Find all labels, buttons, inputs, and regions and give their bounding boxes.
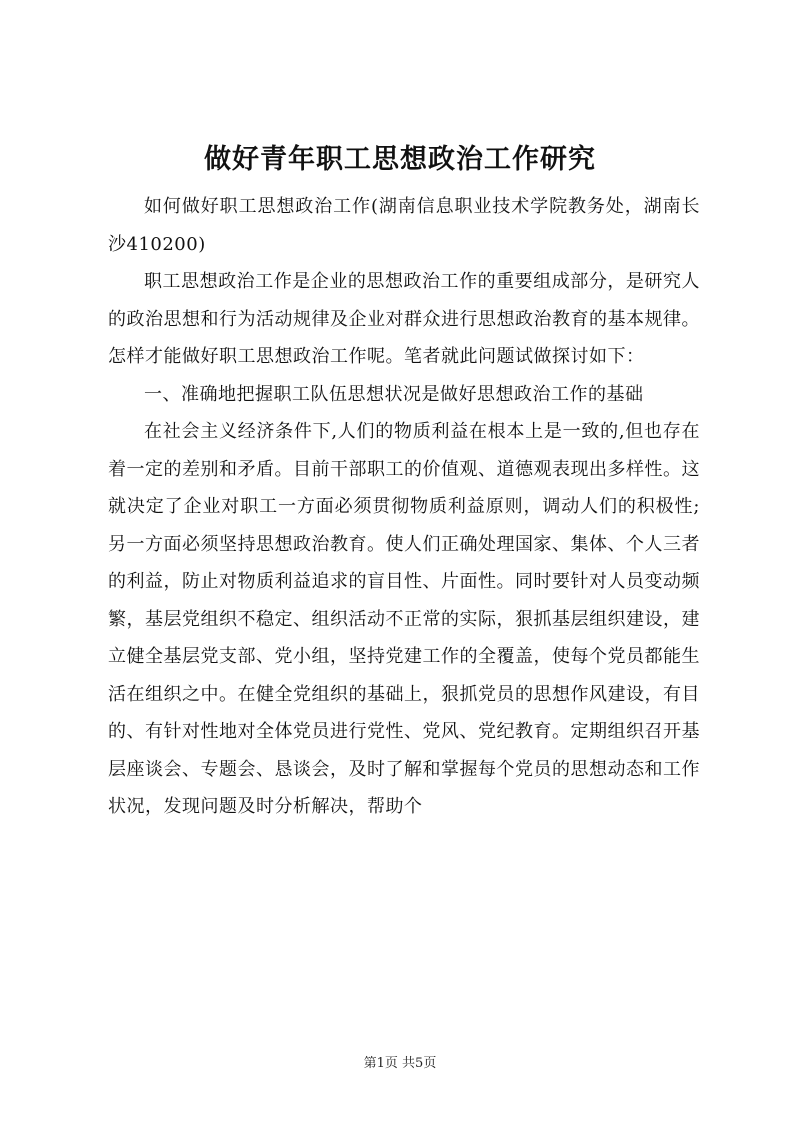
- body-paragraph: 在社会主义经济条件下,人们的物质利益在根本上是一致的,但也存在着一定的差别和矛盾。目前干部职工的价值观、道德观表现出多样性。这就决定了企业对职工一方面必须贯彻物质利益原则，调动人们的积极性;另一方面必须坚持思想政治教育。使人们正确处理国家、集体、个人三者的利益，防止对物质利益追求的盲目性、片面性。同时要针对人员变动频繁，基层党组织不稳定、组织活动不正常的实际，狠抓基层组织建设，建立健全基层党支部、党小组，坚持党建工作的全覆盖，使每个党员都能生活在组织之中。在健全党组织的基础上，狠抓党员的思想作风建设，有目的、有针对性地对全体党员进行党性、党风、党纪教育。定期组织召开基层座谈会、专题会、恳谈会，及时了解和掌握每个党员的思想动态和工作状况，发现问题及时分析解决，帮助个: [108, 421, 700, 817]
- author-affiliation-paragraph: 如何做好职工思想政治工作(湖南信息职业技术学院教务处，湖南长沙410200): [108, 196, 700, 255]
- intro-paragraph: 职工思想政治工作是企业的思想政治工作的重要组成部分，是研究人的政治思想和行为活动规律及企业对群众进行思想政治教育的基本规律。怎样才能做好职工思想政治工作呢。笔者就此问题试做探讨如下：: [108, 271, 700, 367]
- section-heading-1: 一、准确地把握职工队伍思想状况是做好思想政治工作的基础: [144, 383, 644, 405]
- document-body: [108, 188, 700, 826]
- document-title: 做好青年职工思想政治工作研究: [204, 144, 596, 175]
- page-footer: 第1页 共5页: [363, 1056, 437, 1071]
